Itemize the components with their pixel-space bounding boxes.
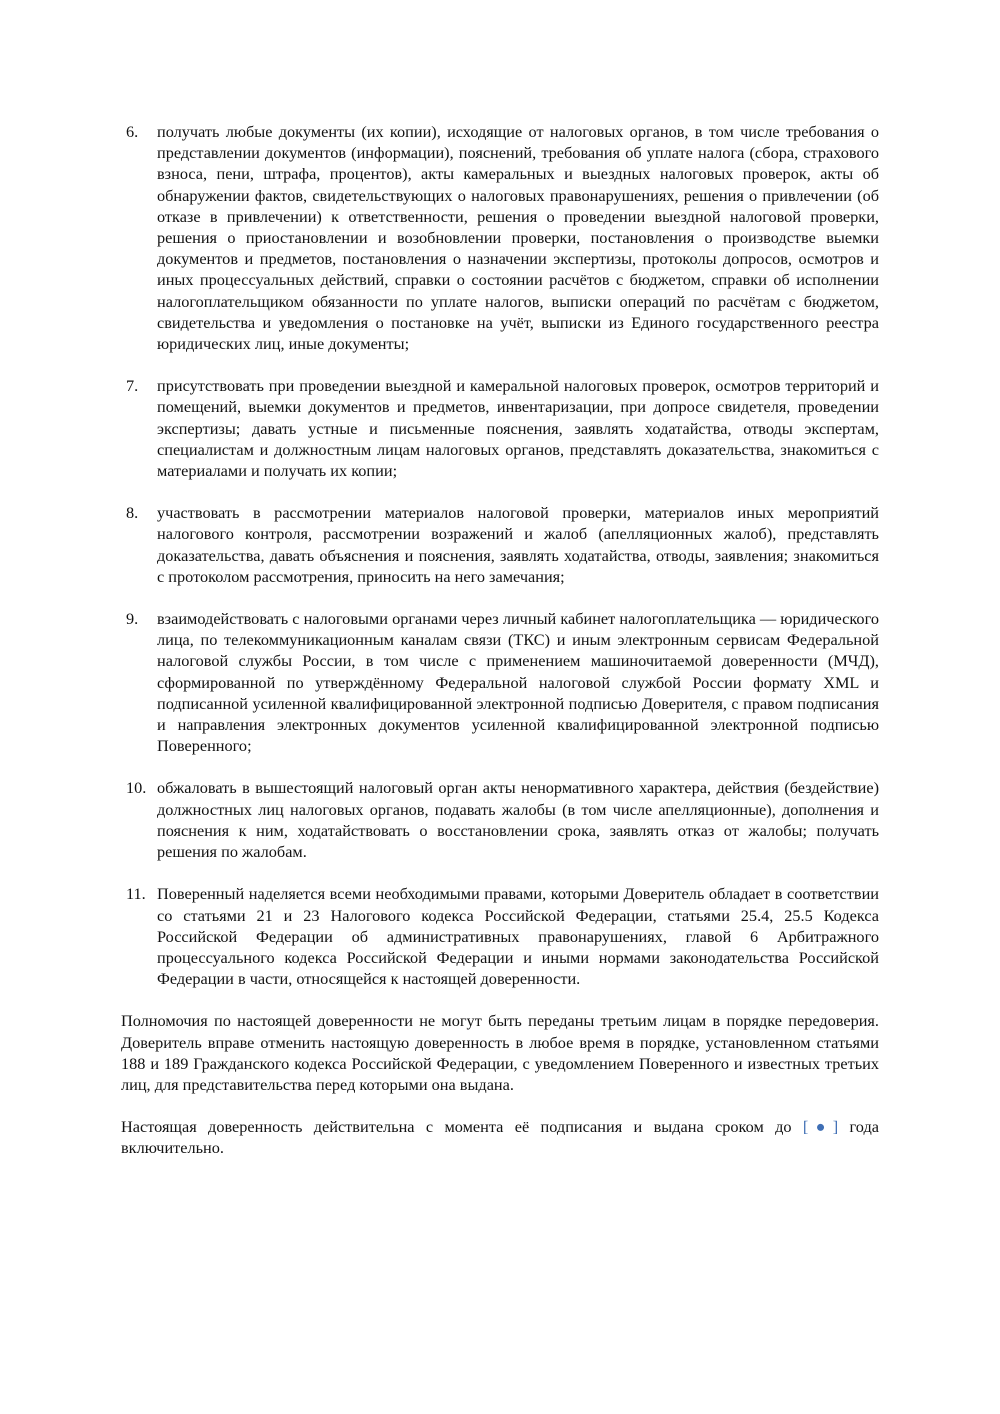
date-placeholder[interactable]: [●] (802, 1117, 839, 1137)
list-item-number: 10. (126, 778, 147, 798)
list-item-number: 8. (126, 503, 139, 523)
list-item (121, 608, 879, 756)
list-item-number: 11. (126, 884, 146, 904)
list-item (121, 502, 879, 587)
powers-list (121, 121, 879, 989)
validity-text-before: Настоящая доверенность действительна с момента её подписания и выдана сроком до (121, 1117, 792, 1137)
list-item-text: взаимодействовать с налоговыми органами через личный кабинет налогоплательщика — юридического лица, по телекоммуникационным каналам связи (ТКС) и иным электронным сервисам Федеральной налоговой службы России, в том числе с применением машиночитаемой доверенности (МЧД), сформированной по утверждённому Федеральной налоговой службой России формату XML и подписанной усиленной квалифицированной электронной подписью Доверителя, с правом подписания и направления электронных документов усиленной квалифицированной электронной подписью Поверенного; (157, 609, 879, 756)
list-item (121, 777, 879, 862)
list-item-text: участвовать в рассмотрении материалов налоговой проверки, материалов иных мероприятий налогового контроля, рассмотрении возражений и жалоб (апелляционных жалоб), представлять доказательства, давать объяснения и пояснения, заявлять ходатайства, отводы, заявления; знакомиться с протоколом рассмотрения, приносить на него замечания; (157, 503, 879, 586)
list-item (121, 375, 879, 481)
list-item-number: 9. (126, 609, 139, 629)
delegation-paragraph: Полномочия по настоящей доверенности не могут быть переданы третьим лицам в порядке передоверия. Доверитель вправе отменить настоящую доверенность в любое время в порядке, установленном статьями 188 и 189 Гражданского кодекса Российской Федерации, с уведомлением Поверенного и известных третьих лиц, для представительства перед которыми она выдана. (121, 1011, 879, 1094)
list-item-number: 7. (126, 376, 139, 396)
validity-paragraph (121, 1116, 879, 1158)
list-item (121, 121, 879, 354)
list-item-text: Поверенный наделяется всеми необходимыми правами, которыми Доверитель обладает в соответствии со статьями 21 и 23 Налогового кодекса Российской Федерации, статьями 25.4, 25.5 Кодекса Российской Федерации об административных правонарушениях, главой 6 Арбитражного процессуального кодекса Российской Федерации и иными нормами законодательства Российской Федерации в части, относящейся к настоящей доверенности. (157, 884, 879, 989)
list-item-text: обжаловать в вышестоящий налоговый орган акты ненормативного характера, действия (бездействие) должностных лиц налоговых органов, подавать жалобы (в том числе апелляционные), дополнения и пояснения к ним, ходатайствовать о восстановлении срока, заявлять отказ от жалобы; получать решения по жалобам. (157, 778, 879, 862)
list-item-text: присутствовать при проведении выездной и камеральной налоговых проверок, осмотров территорий и помещений, выемки документов и предметов, инвентаризации, при допросе свидетеля, проведении экспертизы; давать устные и письменные пояснения, заявлять ходатайства, отводы экспертам, специалистам и должностным лицам налоговых органов, представлять доказательства, знакомиться с материалами и получать их копии; (157, 376, 879, 481)
list-item (121, 883, 879, 989)
list-item-text: получать любые документы (их копии), исходящие от налоговых органов, в том числе требования о представлении документов (информации), пояснений, требования об уплате налога (сбора, страхового взноса, пени, штрафа, процентов), акты камеральных и выездных налоговых проверок, акты об обнаружении фактов, свидетельствующих о налоговых правонарушениях, решения о привлечении (об отказе в привлечении) к ответственности, решения о проведении выездной налоговой проверки, решения о приостановлении и возобновлении проверки, постановления о производстве выемки документов и предметов, постановления о назначении экспертизы, протоколы допросов, осмотров и иных процессуальных действий, справки о состоянии расчётов с бюджетом, справки об исполнении налогоплательщиком обязанности по уплате налогов, выписки операций по расчётам с бюджетом, свидетельства и уведомления о постановке на учёт, выписки из Единого государственного реестра юридических лиц, иные документы; (157, 122, 879, 354)
list-item-number: 6. (126, 122, 139, 141)
validity-text-after: года включительно. (121, 1117, 879, 1158)
